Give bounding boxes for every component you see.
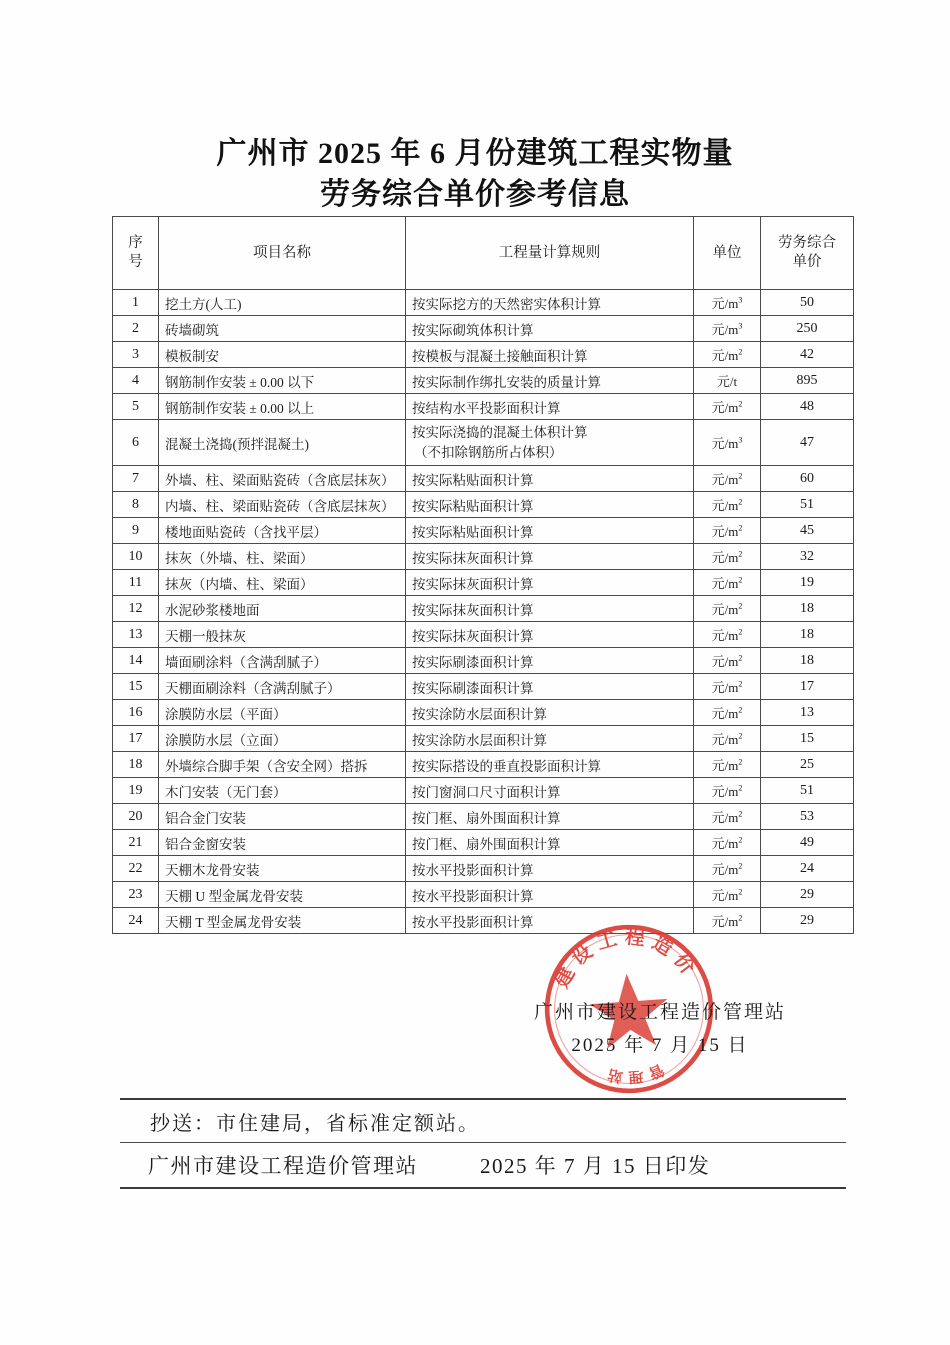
table-row <box>113 394 854 420</box>
cell-unit: 元$/m^2$ <box>694 778 761 804</box>
cell-item-name: 楼地面贴瓷砖（含找平层） <box>159 518 406 544</box>
cell-unit: 元$/m^2$ <box>694 492 761 518</box>
table-row <box>113 596 854 622</box>
signature-block <box>470 996 850 1062</box>
cell-unit: 元$/m^2$ <box>694 518 761 544</box>
cell-seq: 22 <box>113 856 159 882</box>
cell-seq: 20 <box>113 804 159 830</box>
issue-row <box>120 1143 846 1187</box>
cell-item-name: 钢筋制作安装 ± 0.00 以上 <box>159 394 406 420</box>
column-header-unit: 单位 <box>694 217 761 290</box>
cell-seq: 8 <box>113 492 159 518</box>
cell-price: 51 <box>761 778 854 804</box>
cell-unit: 元$/m^2$ <box>694 830 761 856</box>
cell-calculation-rule: 按实涂防水层面积计算 <box>406 700 694 726</box>
cell-unit: 元$/m^2$ <box>694 856 761 882</box>
cell-calculation-rule: 按结构水平投影面积计算 <box>406 394 694 420</box>
price-table-container <box>112 216 853 934</box>
cell-price: 18 <box>761 596 854 622</box>
cell-seq: 5 <box>113 394 159 420</box>
table-row <box>113 518 854 544</box>
cell-seq: 23 <box>113 882 159 908</box>
cell-item-name: 铝合金窗安装 <box>159 830 406 856</box>
cell-item-name: 铝合金门安装 <box>159 804 406 830</box>
cell-item-name: 挖土方(人工) <box>159 290 406 316</box>
table-body <box>113 290 854 934</box>
cell-seq: 10 <box>113 544 159 570</box>
cell-calculation-rule: 按实际抹灰面积计算 <box>406 570 694 596</box>
cell-calculation-rule: 按实际刷漆面积计算 <box>406 648 694 674</box>
cell-item-name: 混凝土浇捣(预拌混凝土) <box>159 420 406 466</box>
table-row <box>113 726 854 752</box>
table-row <box>113 290 854 316</box>
page-title-line-1: 广州市 2025 年 6 月份建筑工程实物量 <box>216 137 734 170</box>
table-row <box>113 700 854 726</box>
cell-unit: 元$/m^2$ <box>694 570 761 596</box>
cell-calculation-rule: 按实际粘贴面积计算 <box>406 518 694 544</box>
footer-issue-date: 2025 年 7 月 15 日印发 <box>480 1154 711 1178</box>
table-row <box>113 342 854 368</box>
cell-unit: 元$/m^2$ <box>694 596 761 622</box>
cell-unit: 元$/m^2$ <box>694 648 761 674</box>
cell-price: 51 <box>761 492 854 518</box>
cell-calculation-rule: 按水平投影面积计算 <box>406 882 694 908</box>
cell-calculation-rule: 按模板与混凝土接触面积计算 <box>406 342 694 368</box>
cell-unit: 元$/m^2$ <box>694 622 761 648</box>
cell-calculation-rule: 按实际抹灰面积计算 <box>406 596 694 622</box>
cell-seq: 3 <box>113 342 159 368</box>
cell-calculation-rule: 按实际粘贴面积计算 <box>406 492 694 518</box>
cell-unit: 元$/m^2$ <box>694 394 761 420</box>
column-header-price <box>761 217 854 290</box>
cell-seq: 24 <box>113 908 159 934</box>
cell-seq: 6 <box>113 420 159 466</box>
column-header-price-line-2: 单价 <box>792 254 822 270</box>
cell-calculation-rule: 按实际搭设的垂直投影面积计算 <box>406 752 694 778</box>
cell-price: 47 <box>761 420 854 466</box>
table-row <box>113 622 854 648</box>
cell-unit: 元$/m^2$ <box>694 674 761 700</box>
page-title <box>0 133 950 215</box>
cell-seq: 12 <box>113 596 159 622</box>
cell-calculation-rule: 按门窗洞口尺寸面积计算 <box>406 778 694 804</box>
column-header-seq-line-2: 号 <box>128 254 143 270</box>
cell-calculation-rule: 按实际抹灰面积计算 <box>406 544 694 570</box>
document-footer <box>120 1098 846 1189</box>
signature-organization: 广州市建设工程造价管理站 <box>533 1002 786 1023</box>
cell-item-name: 天棚 U 型金属龙骨安装 <box>159 882 406 908</box>
table-row <box>113 674 854 700</box>
cell-item-name: 内墙、柱、梁面贴瓷砖（含底层抹灰） <box>159 492 406 518</box>
cell-seq: 16 <box>113 700 159 726</box>
cell-unit: 元$/m^2$ <box>694 882 761 908</box>
cell-price: 60 <box>761 466 854 492</box>
cell-seq: 15 <box>113 674 159 700</box>
cell-calculation-rule: 按实际粘贴面积计算 <box>406 466 694 492</box>
cell-item-name: 天棚一般抹灰 <box>159 622 406 648</box>
cell-unit: 元$/m^2$ <box>694 342 761 368</box>
table-row <box>113 778 854 804</box>
cell-item-name: 水泥砂浆楼地面 <box>159 596 406 622</box>
cell-seq: 14 <box>113 648 159 674</box>
cell-price: 53 <box>761 804 854 830</box>
cell-price: 29 <box>761 882 854 908</box>
cell-price: 19 <box>761 570 854 596</box>
cell-seq: 11 <box>113 570 159 596</box>
cell-item-name: 涂膜防水层（平面） <box>159 700 406 726</box>
table-row <box>113 648 854 674</box>
table-row <box>113 830 854 856</box>
cell-price: 50 <box>761 290 854 316</box>
footer-divider-bottom <box>120 1187 846 1189</box>
cell-calculation-rule: 按门框、扇外围面积计算 <box>406 804 694 830</box>
page-title-line-2: 劳务综合单价参考信息 <box>320 178 630 211</box>
table-row <box>113 368 854 394</box>
cc-row <box>120 1100 846 1142</box>
table-row <box>113 752 854 778</box>
cell-item-name: 钢筋制作安装 ± 0.00 以下 <box>159 368 406 394</box>
cell-seq: 9 <box>113 518 159 544</box>
cell-calculation-rule: 按水平投影面积计算 <box>406 908 694 934</box>
cell-unit: 元/t <box>694 368 761 394</box>
cell-item-name: 抹灰（外墙、柱、梁面） <box>159 544 406 570</box>
cell-item-name: 抹灰（内墙、柱、梁面） <box>159 570 406 596</box>
table-header <box>113 217 854 290</box>
cell-unit: 元$/m^2$ <box>694 700 761 726</box>
table-row <box>113 804 854 830</box>
cell-unit: 元$/m^2$ <box>694 726 761 752</box>
cell-calculation-rule: 按水平投影面积计算 <box>406 856 694 882</box>
cell-unit: 元$/m^2$ <box>694 908 761 934</box>
cell-seq: 21 <box>113 830 159 856</box>
cell-price: 17 <box>761 674 854 700</box>
cell-calculation-rule: 按实际制作绑扎安装的质量计算 <box>406 368 694 394</box>
table-row <box>113 882 854 908</box>
labor-price-table <box>112 216 854 934</box>
table-row <box>113 908 854 934</box>
cell-calculation-rule: 按实涂防水层面积计算 <box>406 726 694 752</box>
table-row <box>113 316 854 342</box>
cell-price: 32 <box>761 544 854 570</box>
table-row <box>113 856 854 882</box>
cell-unit: 元$/m^3$ <box>694 420 761 466</box>
table-row <box>113 466 854 492</box>
column-header-seq <box>113 217 159 290</box>
cell-price: 18 <box>761 622 854 648</box>
table-header-row <box>113 217 854 290</box>
cell-calculation-rule: 按实际浇捣的混凝土体积计算 （不扣除钢筋所占体积） <box>406 420 694 466</box>
column-header-price-line-1: 劳务综合 <box>778 235 836 251</box>
cell-price: 18 <box>761 648 854 674</box>
cell-seq: 19 <box>113 778 159 804</box>
cell-seq: 17 <box>113 726 159 752</box>
table-row <box>113 570 854 596</box>
cell-unit: 元$/m^3$ <box>694 316 761 342</box>
cell-price: 42 <box>761 342 854 368</box>
cell-item-name: 外墙、柱、梁面贴瓷砖（含底层抹灰） <box>159 466 406 492</box>
cell-calculation-rule: 按实际砌筑体积计算 <box>406 316 694 342</box>
cell-item-name: 天棚面刷涂料（含满刮腻子） <box>159 674 406 700</box>
column-header-rule: 工程量计算规则 <box>406 217 694 290</box>
stamp-arc-text: 建设工程造价 <box>551 926 702 992</box>
column-header-seq-line-1: 序 <box>128 235 143 251</box>
footer-issuer: 广州市建设工程造价管理站 <box>148 1154 418 1178</box>
cell-unit: 元$/m^2$ <box>694 466 761 492</box>
table-row <box>113 420 854 466</box>
table-row <box>113 492 854 518</box>
cell-calculation-rule: 按实际刷漆面积计算 <box>406 674 694 700</box>
cell-unit: 元$/m^3$ <box>694 290 761 316</box>
cell-item-name: 砖墙砌筑 <box>159 316 406 342</box>
cc-text: 抄送：市住建局，省标准定额站。 <box>150 1112 480 1135</box>
cell-price: 48 <box>761 394 854 420</box>
cell-price: 45 <box>761 518 854 544</box>
cell-unit: 元$/m^2$ <box>694 752 761 778</box>
cell-calculation-rule: 按实际抹灰面积计算 <box>406 622 694 648</box>
cell-item-name: 模板制安 <box>159 342 406 368</box>
signature-date: 2025 年 7 月 15 日 <box>571 1035 749 1056</box>
cell-price: 29 <box>761 908 854 934</box>
cell-price: 49 <box>761 830 854 856</box>
cell-seq: 2 <box>113 316 159 342</box>
cell-unit: 元$/m^2$ <box>694 804 761 830</box>
cell-item-name: 涂膜防水层（立面） <box>159 726 406 752</box>
cell-seq: 4 <box>113 368 159 394</box>
cell-calculation-rule: 按门框、扇外围面积计算 <box>406 830 694 856</box>
cell-seq: 1 <box>113 290 159 316</box>
cell-item-name: 墙面刷涂料（含满刮腻子） <box>159 648 406 674</box>
cell-price: 13 <box>761 700 854 726</box>
cell-price: 24 <box>761 856 854 882</box>
cell-unit: 元$/m^2$ <box>694 544 761 570</box>
column-header-name: 项目名称 <box>159 217 406 290</box>
cell-seq: 7 <box>113 466 159 492</box>
cell-price: 15 <box>761 726 854 752</box>
cell-seq: 13 <box>113 622 159 648</box>
cell-price: 895 <box>761 368 854 394</box>
cell-seq: 18 <box>113 752 159 778</box>
cell-item-name: 天棚 T 型金属龙骨安装 <box>159 908 406 934</box>
cell-price: 250 <box>761 316 854 342</box>
stamp-bottom-text: 管理站 <box>601 1060 666 1085</box>
cell-item-name: 天棚木龙骨安装 <box>159 856 406 882</box>
cell-calculation-rule: 按实际挖方的天然密实体积计算 <box>406 290 694 316</box>
table-row <box>113 544 854 570</box>
cell-item-name: 外墙综合脚手架（含安全网）搭拆 <box>159 752 406 778</box>
cell-price: 25 <box>761 752 854 778</box>
cell-item-name: 木门安装（无门套） <box>159 778 406 804</box>
